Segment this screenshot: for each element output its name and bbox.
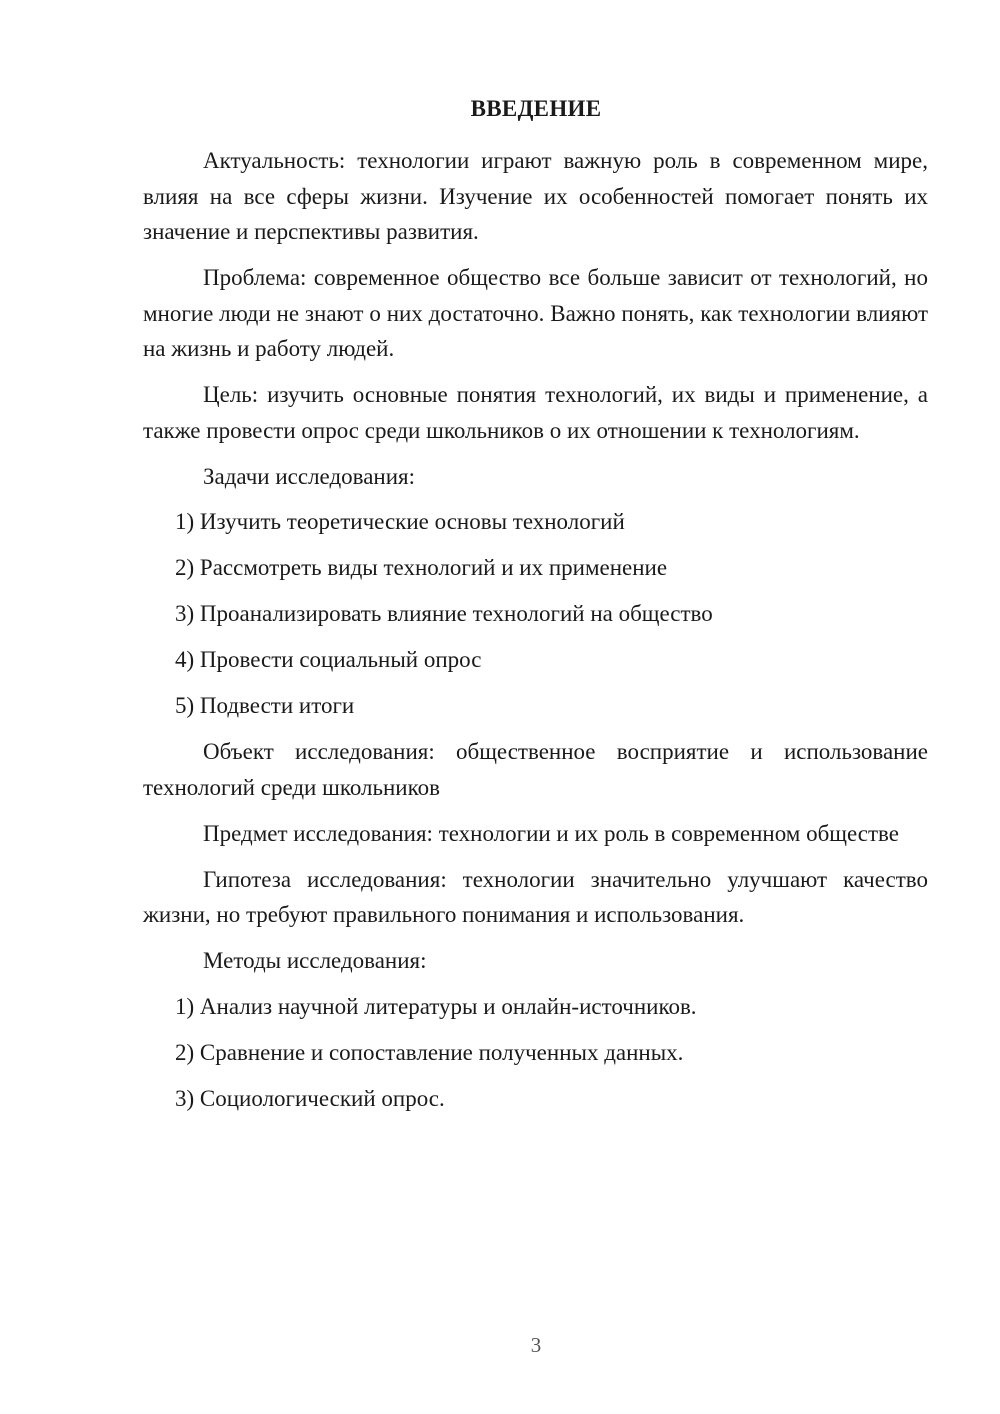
tasks-list xyxy=(143,504,928,724)
methods-list xyxy=(143,989,928,1117)
problem-paragraph: Проблема: современное общество все больше зависит от технологий, но многие люди не знают о них достаточно. Важно понять, как технологии влияют на жизнь и работу людей. xyxy=(143,265,928,361)
object-paragraph: Объект исследования: общественное восприятие и использование технологий среди школьников xyxy=(143,739,928,800)
tasks-title: Задачи исследования: xyxy=(203,463,416,489)
method-item: 2) Сравнение и сопоставление полученных данных. xyxy=(175,1039,684,1065)
method-item: 1) Анализ научной литературы и онлайн-источников. xyxy=(175,993,697,1019)
hypothesis-paragraph: Гипотеза исследования: технологии значительно улучшают качество жизни, но требуют правильного понимания и использования. xyxy=(143,866,928,927)
document-body xyxy=(143,143,928,1127)
goal-paragraph: Цель: изучить основные понятия технологий, их виды и применение, а также провести опрос среди школьников о их отношении к технологиям. xyxy=(143,382,928,443)
method-item: 3) Социологический опрос. xyxy=(175,1085,445,1111)
subject-paragraph: Предмет исследования: технологии и их роль в современном обществе xyxy=(203,820,899,846)
task-item: 4) Провести социальный опрос xyxy=(175,647,482,672)
page-number: 3 xyxy=(530,1333,542,1357)
task-item: 2) Рассмотреть виды технологий и их применение xyxy=(175,555,668,580)
task-item: 5) Подвести итоги xyxy=(175,693,355,718)
relevance-paragraph: Актуальность: технологии играют важную роль в современном мире, влияя на все сферы жизни. Изучение их особенностей помогает понять их значение и перспективы развития. xyxy=(143,148,928,244)
task-item: 1) Изучить теоретические основы технологий xyxy=(175,509,625,534)
methods-title: Методы исследования: xyxy=(203,948,427,973)
section-heading: ВВЕДЕНИЕ xyxy=(470,96,602,121)
task-item: 3) Проанализировать влияние технологий на общество xyxy=(175,601,713,626)
